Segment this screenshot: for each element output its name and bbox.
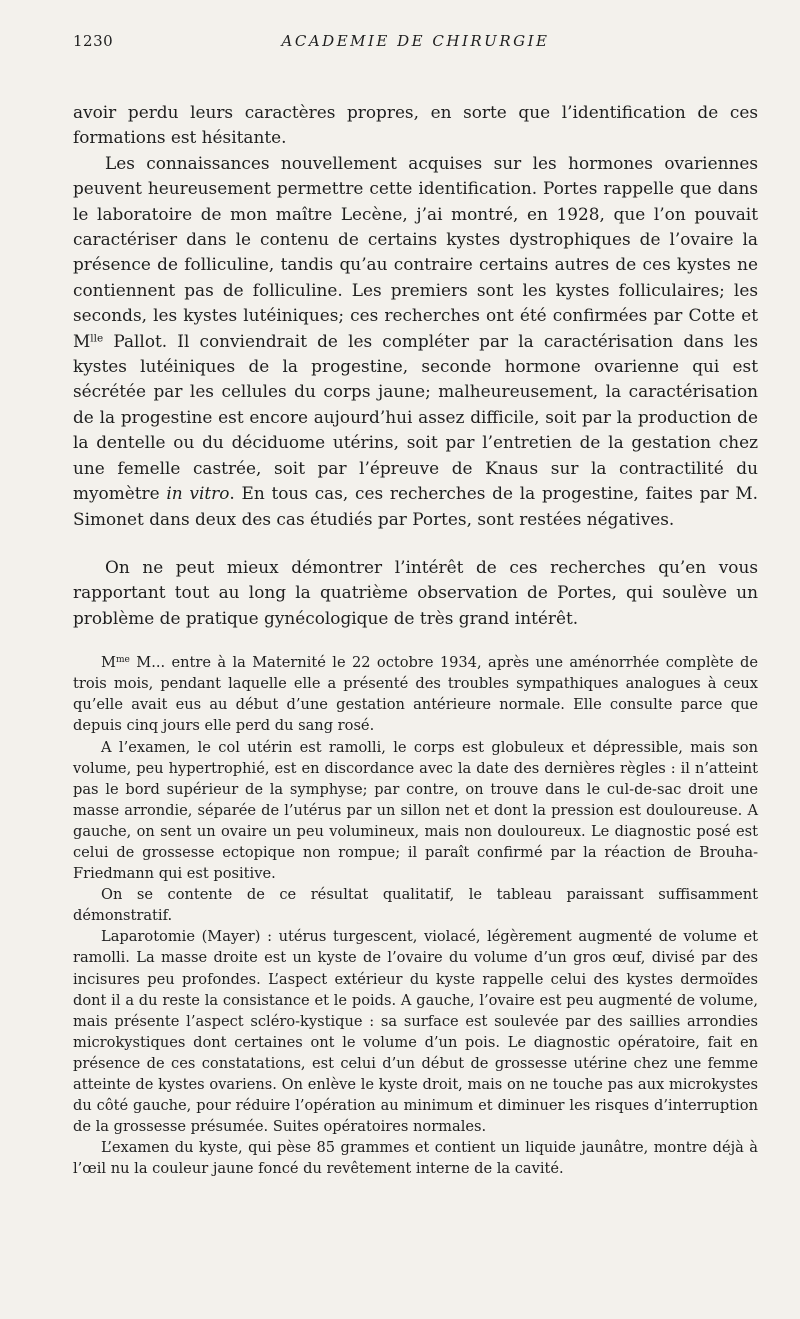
superscript: lle: [90, 331, 104, 344]
paragraph-observation-intro: On ne peut mieux démontrer l’intérêt de ces recherches qu’en vous rapportant tout au long la quatrième observation de Portes, qui soulève un problème de pratique gynécologique de très grand intérêt.: [73, 556, 758, 628]
paragraph-text: M... entre à la Maternité le 22 octobre 1934, après une aménorrhée complète de trois mois, pendant laquelle elle a présenté des troubles sympathiques analogues à ceux qu’elle avait eus au début d’une gestation antérieure normale. Elle consulte parce que depuis cinq jours elle perd du sang rosé.: [73, 654, 758, 735]
paragraph-text: Les connaissances nouvellement acquises sur les hormones ovariennes peuvent heureusement permettre cette identification. Portes rappelle que dans le laboratoire de mon maître Lecène, j’ai montré, en 1928, que l’on pouvait caractériser dans le contenu de certains kystes dystrophiques de l’ovaire la présence de folliculine, tandis qu’au contraire certains autres de ces kystes ne contiennent pas de folliculine. Les premiers sont les kystes folliculaires; les seconds, les kystes lutéiniques; ces recherches ont été confirmées par Cotte et M: [73, 152, 758, 351]
paragraph-text: M: [101, 654, 116, 672]
observation-text: [73, 652, 758, 1179]
main-text: [73, 100, 758, 631]
observation-paragraph: A l’examen, le col utérin est ramolli, le corps est globuleux et dépressible, mais son volume, peu hypertrophié, est en discordance avec la date des dernières règles : il n’atteint pas le bord supérieur de la symphyse; par contre, on trouve dans le cul-de-sac droit une masse arrondie, séparée de l’utérus par un sillon net et dont la pression est douloureuse. A gauche, on sent un ovaire un peu volumineux, mais non douloureux. Le diagnostic posé est celui de grossesse ectopique non rompue; il paraît confirmé par la réaction de Brouha-Friedmann qui est positive.: [73, 738, 758, 883]
page-number: 1230: [73, 32, 114, 50]
observation-paragraph: Laparotomie (Mayer) : utérus turgescent, violacé, légèrement augmenté de volume et ramolli. La masse droite est un kyste de l’ovaire du volume d’un gros œuf, divisé par des incisures peu profondes. L’aspect extérieur du kyste rappelle celui des kystes dermoïdes dont il a du reste la consistance et le poids. A gauche, l’ovaire est peu augmenté de volume, mais présente l’aspect scléro-kystique : sa surface est soulevée par des saillies arrondies microkystiques dont certaines ont le volume d’un pois. Le diagnostic opératoire, fait en présence de ces constatations, est celui d’un début de grossesse utérine chez une femme atteinte de kystes ovariens. On enlève le kyste droit, mais on ne touche pas aux microkystes du côté gauche, pour réduire l’opération au minimum et diminuer les risques d’interruption de la grossesse présumée. Suites opératoires normales.: [73, 928, 758, 1136]
page: [73, 28, 758, 1179]
paragraph-continuation: avoir perdu leurs caractères propres, en sorte que l’identification de ces formations est hésitante.: [73, 102, 758, 148]
paragraph-text: . En tous cas, ces recherches de la progestine, faites par M. Simonet dans deux des cas étudiés par Portes, sont restées négatives.: [73, 483, 758, 529]
paragraph-text: Pallot. Il conviendrait de les compléter par la caractérisation dans les kystes lutéiniques de la progestine, seconde hormone ovarienne qui est sécrétée par les cellules du corps jaune; malheureusement, la caractérisation de la progestine est encore aujourd’hui assez difficile, soit par la production de la dentelle ou du déciduome utérins, soit par l’entretien de la gestation chez une femelle castrée, soit par l’épreuve de Knaus sur la contractilité du myomètre: [73, 330, 758, 504]
page-header: [73, 28, 758, 54]
superscript: me: [115, 655, 130, 666]
running-title: ACADEMIE DE CHIRURGIE: [281, 32, 550, 50]
italic-term: in vitro: [166, 483, 230, 504]
observation-paragraph: On se contente de ce résultat qualitatif, le tableau paraissant suffisamment démonstratif.: [73, 886, 758, 925]
observation-paragraph: [73, 652, 758, 736]
observation-paragraph: L’examen du kyste, qui pèse 85 grammes et contient un liquide jaunâtre, montre déjà à l’œil nu la couleur jaune foncé du revêtement interne de la cavité.: [73, 1139, 758, 1178]
paragraph-hormones: [73, 151, 758, 532]
